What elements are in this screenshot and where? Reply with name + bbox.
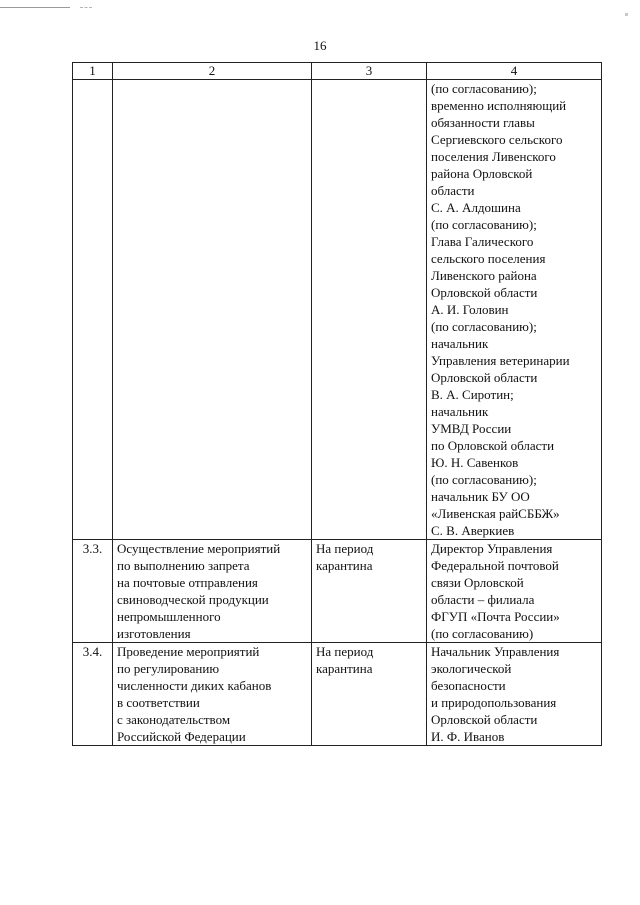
period-line: карантина xyxy=(316,558,373,573)
responsible-line: связи Орловской xyxy=(431,575,524,590)
responsible-line: по Орловской области xyxy=(431,438,555,453)
row-action-cell xyxy=(113,643,312,746)
period-line: карантина xyxy=(316,661,373,676)
responsible-line: Орловской области xyxy=(431,285,538,300)
table-body xyxy=(73,80,602,746)
action-line: Осуществление мероприятий xyxy=(117,541,281,556)
responsible-line: (по согласованию); xyxy=(431,81,537,96)
responsible-line: И. Ф. Иванов xyxy=(431,729,505,744)
responsible-line: Директор Управления xyxy=(431,541,553,556)
page-number: 16 xyxy=(313,38,327,53)
responsible-line: района Орловской xyxy=(431,166,533,181)
responsible-line: временно исполняющий xyxy=(431,98,567,113)
action-line: изготовления xyxy=(117,626,191,641)
responsible-line: «Ливенская райСББЖ» xyxy=(431,506,560,521)
period-line: На период xyxy=(316,541,374,556)
responsible-line: Федеральной почтовой xyxy=(431,558,559,573)
responsible-line: УМВД России xyxy=(431,421,512,436)
responsible-line: и природопользования xyxy=(431,695,557,710)
responsible-line: области xyxy=(431,183,475,198)
responsible-line: начальник БУ ОО xyxy=(431,489,530,504)
responsible-line: области – филиала xyxy=(431,592,535,607)
responsible-line: начальник xyxy=(431,336,489,351)
responsible-line: Глава Галического xyxy=(431,234,534,249)
responsible-line: (по согласованию); xyxy=(431,472,537,487)
table-row xyxy=(73,540,602,643)
row-action-cell xyxy=(113,80,312,540)
responsible-line: А. И. Головин xyxy=(431,302,509,317)
responsible-line: С. А. Алдошина xyxy=(431,200,521,215)
action-line: Российской Федерации xyxy=(117,729,246,744)
responsible-line: сельского поселения xyxy=(431,251,546,266)
action-line: по регулированию xyxy=(117,661,220,676)
responsible-line: начальник xyxy=(431,404,489,419)
responsible-line: В. А. Сиротин; xyxy=(431,387,514,402)
scan-artifact-dash xyxy=(80,7,92,8)
responsible-line: Орловской области xyxy=(431,370,538,385)
scan-artifact-line xyxy=(0,7,70,8)
row-period-cell xyxy=(312,80,427,540)
responsible-line: обязанности главы xyxy=(431,115,535,130)
responsible-line: (по согласованию); xyxy=(431,217,537,232)
column-header-3: 3 xyxy=(312,63,427,80)
responsible-line: ФГУП «Почта России» xyxy=(431,609,560,624)
responsible-line: поселения Ливенского xyxy=(431,149,556,164)
action-line: численности диких кабанов xyxy=(117,678,272,693)
row-period-cell xyxy=(312,643,427,746)
row-number-cell xyxy=(73,80,113,540)
action-line: Проведение мероприятий xyxy=(117,644,260,659)
column-header-2: 2 xyxy=(113,63,312,80)
scan-artifact-dot xyxy=(625,13,628,16)
responsible-line: (по согласованию); xyxy=(431,319,537,334)
responsible-line: Орловской области xyxy=(431,712,538,727)
action-line: с законодательством xyxy=(117,712,231,727)
action-line: в соответствии xyxy=(117,695,200,710)
action-line: по выполнению запрета xyxy=(117,558,250,573)
responsible-line: (по согласованию) xyxy=(431,626,534,641)
responsible-line: Управления ветеринарии xyxy=(431,353,570,368)
responsible-line: безопасности xyxy=(431,678,506,693)
table-row xyxy=(73,643,602,746)
row-responsible-cell xyxy=(427,80,602,540)
measures-table xyxy=(72,62,602,746)
column-header-4: 4 xyxy=(427,63,602,80)
responsible-line: Ливенского района xyxy=(431,268,537,283)
action-line: на почтовые отправления xyxy=(117,575,258,590)
row-responsible-cell xyxy=(427,540,602,643)
responsible-line: Начальник Управления xyxy=(431,644,560,659)
column-header-1: 1 xyxy=(73,63,113,80)
responsible-line: Ю. Н. Савенков xyxy=(431,455,519,470)
period-line: На период xyxy=(316,644,374,659)
row-period-cell xyxy=(312,540,427,643)
action-line: непромышленного xyxy=(117,609,221,624)
responsible-line: С. В. Аверкиев xyxy=(431,523,515,538)
table-row xyxy=(73,80,602,540)
row-number-cell: 3.3. xyxy=(73,540,113,643)
action-line: свиноводческой продукции xyxy=(117,592,269,607)
row-action-cell xyxy=(113,540,312,643)
row-number-cell: 3.4. xyxy=(73,643,113,746)
responsible-line: Сергиевского сельского xyxy=(431,132,563,147)
row-responsible-cell xyxy=(427,643,602,746)
table-header-row xyxy=(73,63,602,80)
responsible-line: экологической xyxy=(431,661,512,676)
